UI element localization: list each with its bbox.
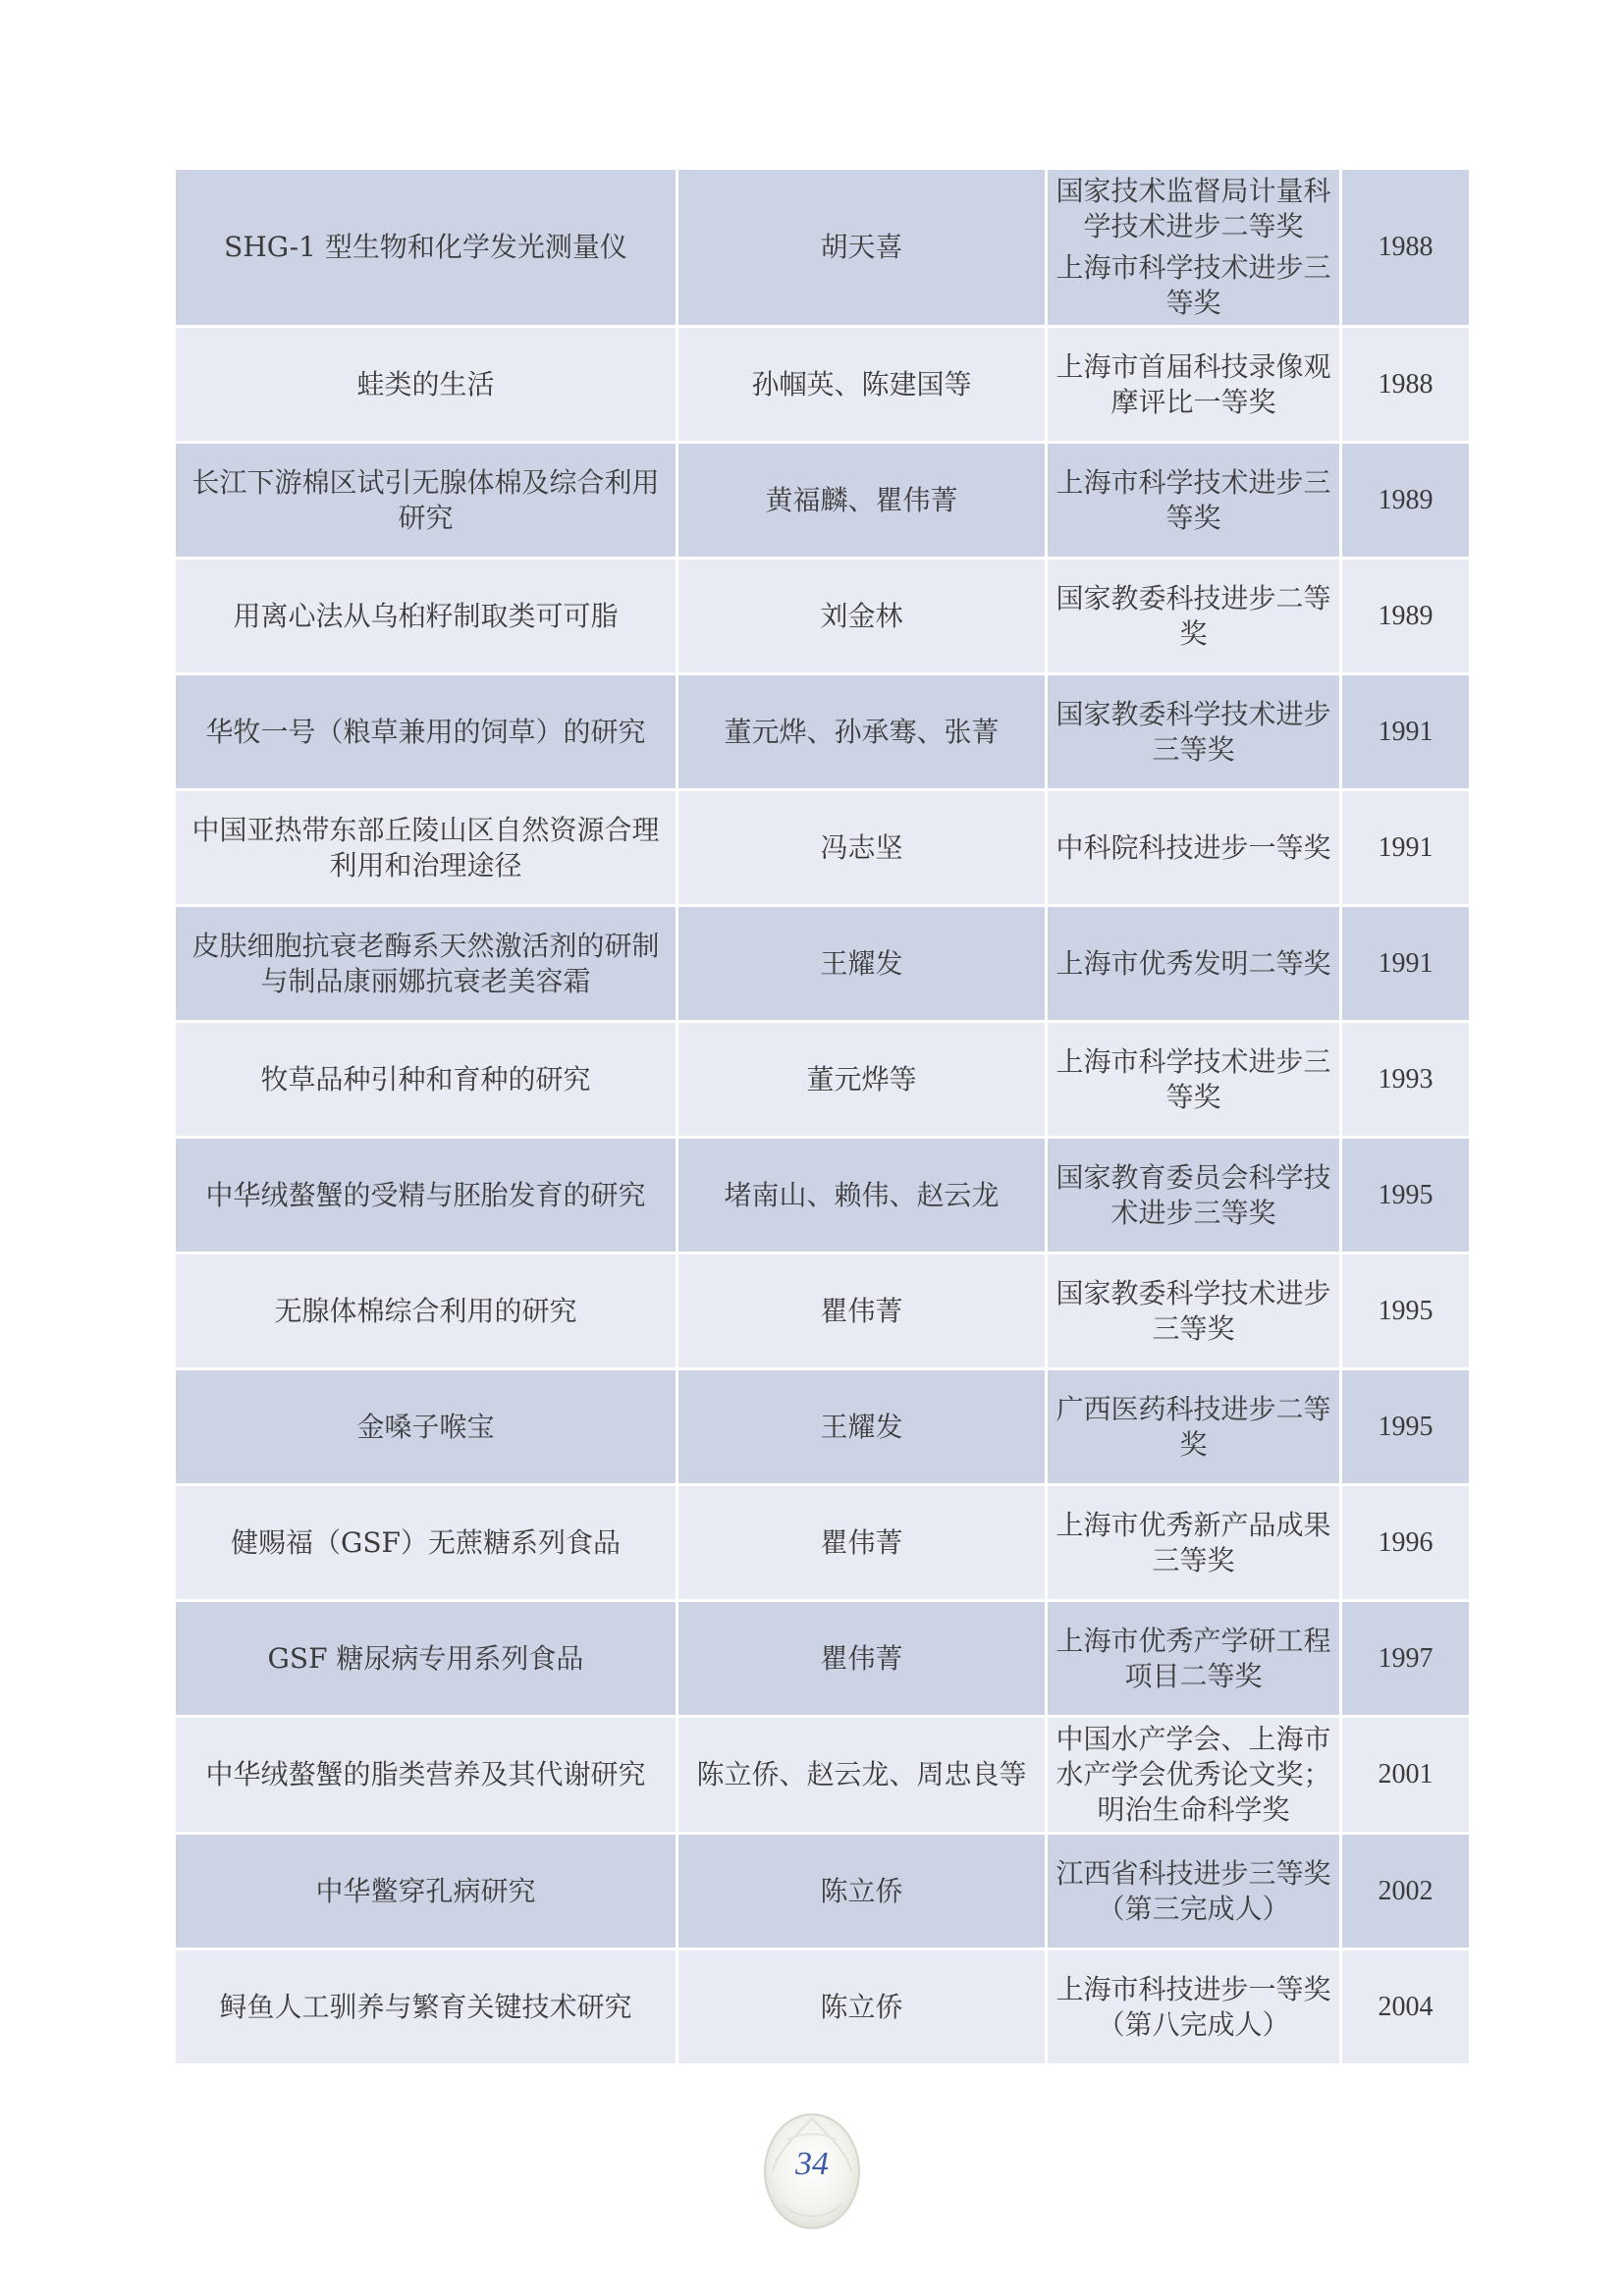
- project-cell: 蛙类的生活: [175, 327, 677, 443]
- people-cell: 孙帼英、陈建国等: [677, 327, 1047, 443]
- project-cell: SHG-1 型生物和化学发光测量仪: [175, 169, 677, 327]
- project-cell: 中华鳖穿孔病研究: [175, 1834, 677, 1949]
- year-cell: 1993: [1341, 1022, 1471, 1138]
- year-cell: 1989: [1341, 559, 1471, 674]
- project-cell: 中华绒螯蟹的脂类营养及其代谢研究: [175, 1717, 677, 1834]
- year-cell: 1995: [1341, 1254, 1471, 1369]
- table-row: [175, 790, 1471, 906]
- year-cell: 1988: [1341, 327, 1471, 443]
- year-cell: 1995: [1341, 1369, 1471, 1485]
- project-cell: 皮肤细胞抗衰老酶系天然激活剂的研制与制品康丽娜抗衰老美容霜: [175, 906, 677, 1022]
- awards-table-body: [175, 169, 1471, 2065]
- people-cell: 瞿伟菁: [677, 1601, 1047, 1717]
- people-cell: 刘金林: [677, 559, 1047, 674]
- year-cell: 1991: [1341, 790, 1471, 906]
- award-line: 国家技术监督局计量科学技术进步二等奖: [1056, 175, 1331, 242]
- project-cell: GSF 糖尿病专用系列食品: [175, 1601, 677, 1717]
- year-cell: 1997: [1341, 1601, 1471, 1717]
- award-cell: 上海市优秀产学研工程项目二等奖: [1047, 1601, 1341, 1717]
- award-cell: 中科院科技进步一等奖: [1047, 790, 1341, 906]
- project-cell: 健赐福（GSF）无蔗糖系列食品: [175, 1485, 677, 1601]
- year-cell: 1988: [1341, 169, 1471, 327]
- table-row: [175, 1717, 1471, 1834]
- page-number-badge: [758, 2110, 866, 2238]
- table-row: [175, 1138, 1471, 1254]
- table-row: [175, 1254, 1471, 1369]
- project-cell: 牧草品种引种和育种的研究: [175, 1022, 677, 1138]
- year-cell: 1989: [1341, 443, 1471, 559]
- award-cell: 国家教委科技进步二等奖: [1047, 559, 1341, 674]
- award-cell: 国家教育委员会科学技术进步三等奖: [1047, 1138, 1341, 1254]
- award-cell: 上海市科技进步一等奖（第八完成人）: [1047, 1949, 1341, 2065]
- table-row: [175, 559, 1471, 674]
- awards-table: [173, 167, 1472, 2066]
- table-row: [175, 674, 1471, 790]
- table-row: [175, 1369, 1471, 1485]
- people-cell: 胡天喜: [677, 169, 1047, 327]
- table-row: [175, 1834, 1471, 1949]
- project-cell: 用离心法从乌桕籽制取类可可脂: [175, 559, 677, 674]
- table-row: [175, 327, 1471, 443]
- year-cell: 2004: [1341, 1949, 1471, 2065]
- award-cell: 江西省科技进步三等奖（第三完成人）: [1047, 1834, 1341, 1949]
- year-cell: 1996: [1341, 1485, 1471, 1601]
- award-cell: 上海市优秀新产品成果三等奖: [1047, 1485, 1341, 1601]
- award-line: 上海市科学技术进步三等奖: [1056, 251, 1331, 319]
- people-cell: 冯志坚: [677, 790, 1047, 906]
- award-cell: [1047, 169, 1341, 327]
- award-cell: 上海市科学技术进步三等奖: [1047, 1022, 1341, 1138]
- people-cell: 董元烨等: [677, 1022, 1047, 1138]
- project-cell: 无腺体棉综合利用的研究: [175, 1254, 677, 1369]
- table-row: [175, 906, 1471, 1022]
- award-cell: 广西医药科技进步二等奖: [1047, 1369, 1341, 1485]
- year-cell: 1991: [1341, 906, 1471, 1022]
- award-cell: 国家教委科学技术进步三等奖: [1047, 1254, 1341, 1369]
- project-cell: 中华绒螯蟹的受精与胚胎发育的研究: [175, 1138, 677, 1254]
- table-row: [175, 1485, 1471, 1601]
- people-cell: 瞿伟菁: [677, 1254, 1047, 1369]
- award-cell: 上海市首届科技录像观摩评比一等奖: [1047, 327, 1341, 443]
- award-cell: 中国水产学会、上海市水产学会优秀论文奖；明治生命科学奖: [1047, 1717, 1341, 1834]
- project-cell: 长江下游棉区试引无腺体棉及综合利用研究: [175, 443, 677, 559]
- award-cell: 上海市科学技术进步三等奖: [1047, 443, 1341, 559]
- page-number: 34: [795, 2146, 829, 2182]
- table-row: [175, 1949, 1471, 2065]
- people-cell: 瞿伟菁: [677, 1485, 1047, 1601]
- people-cell: 堵南山、赖伟、赵云龙: [677, 1138, 1047, 1254]
- people-cell: 董元烨、孙承骞、张菁: [677, 674, 1047, 790]
- project-cell: 华牧一号（粮草兼用的饲草）的研究: [175, 674, 677, 790]
- people-cell: 陈立侨、赵云龙、周忠良等: [677, 1717, 1047, 1834]
- project-cell: 金嗓子喉宝: [175, 1369, 677, 1485]
- people-cell: 王耀发: [677, 906, 1047, 1022]
- table-row: [175, 169, 1471, 327]
- people-cell: 黄福麟、瞿伟菁: [677, 443, 1047, 559]
- people-cell: 王耀发: [677, 1369, 1047, 1485]
- project-cell: 中国亚热带东部丘陵山区自然资源合理利用和治理途径: [175, 790, 677, 906]
- award-cell: 国家教委科学技术进步三等奖: [1047, 674, 1341, 790]
- table-row: [175, 443, 1471, 559]
- award-cell: 上海市优秀发明二等奖: [1047, 906, 1341, 1022]
- people-cell: 陈立侨: [677, 1834, 1047, 1949]
- table-row: [175, 1022, 1471, 1138]
- year-cell: 1995: [1341, 1138, 1471, 1254]
- year-cell: 2001: [1341, 1717, 1471, 1834]
- project-cell: 鲟鱼人工驯养与繁育关键技术研究: [175, 1949, 677, 2065]
- people-cell: 陈立侨: [677, 1949, 1047, 2065]
- year-cell: 1991: [1341, 674, 1471, 790]
- year-cell: 2002: [1341, 1834, 1471, 1949]
- table-row: [175, 1601, 1471, 1717]
